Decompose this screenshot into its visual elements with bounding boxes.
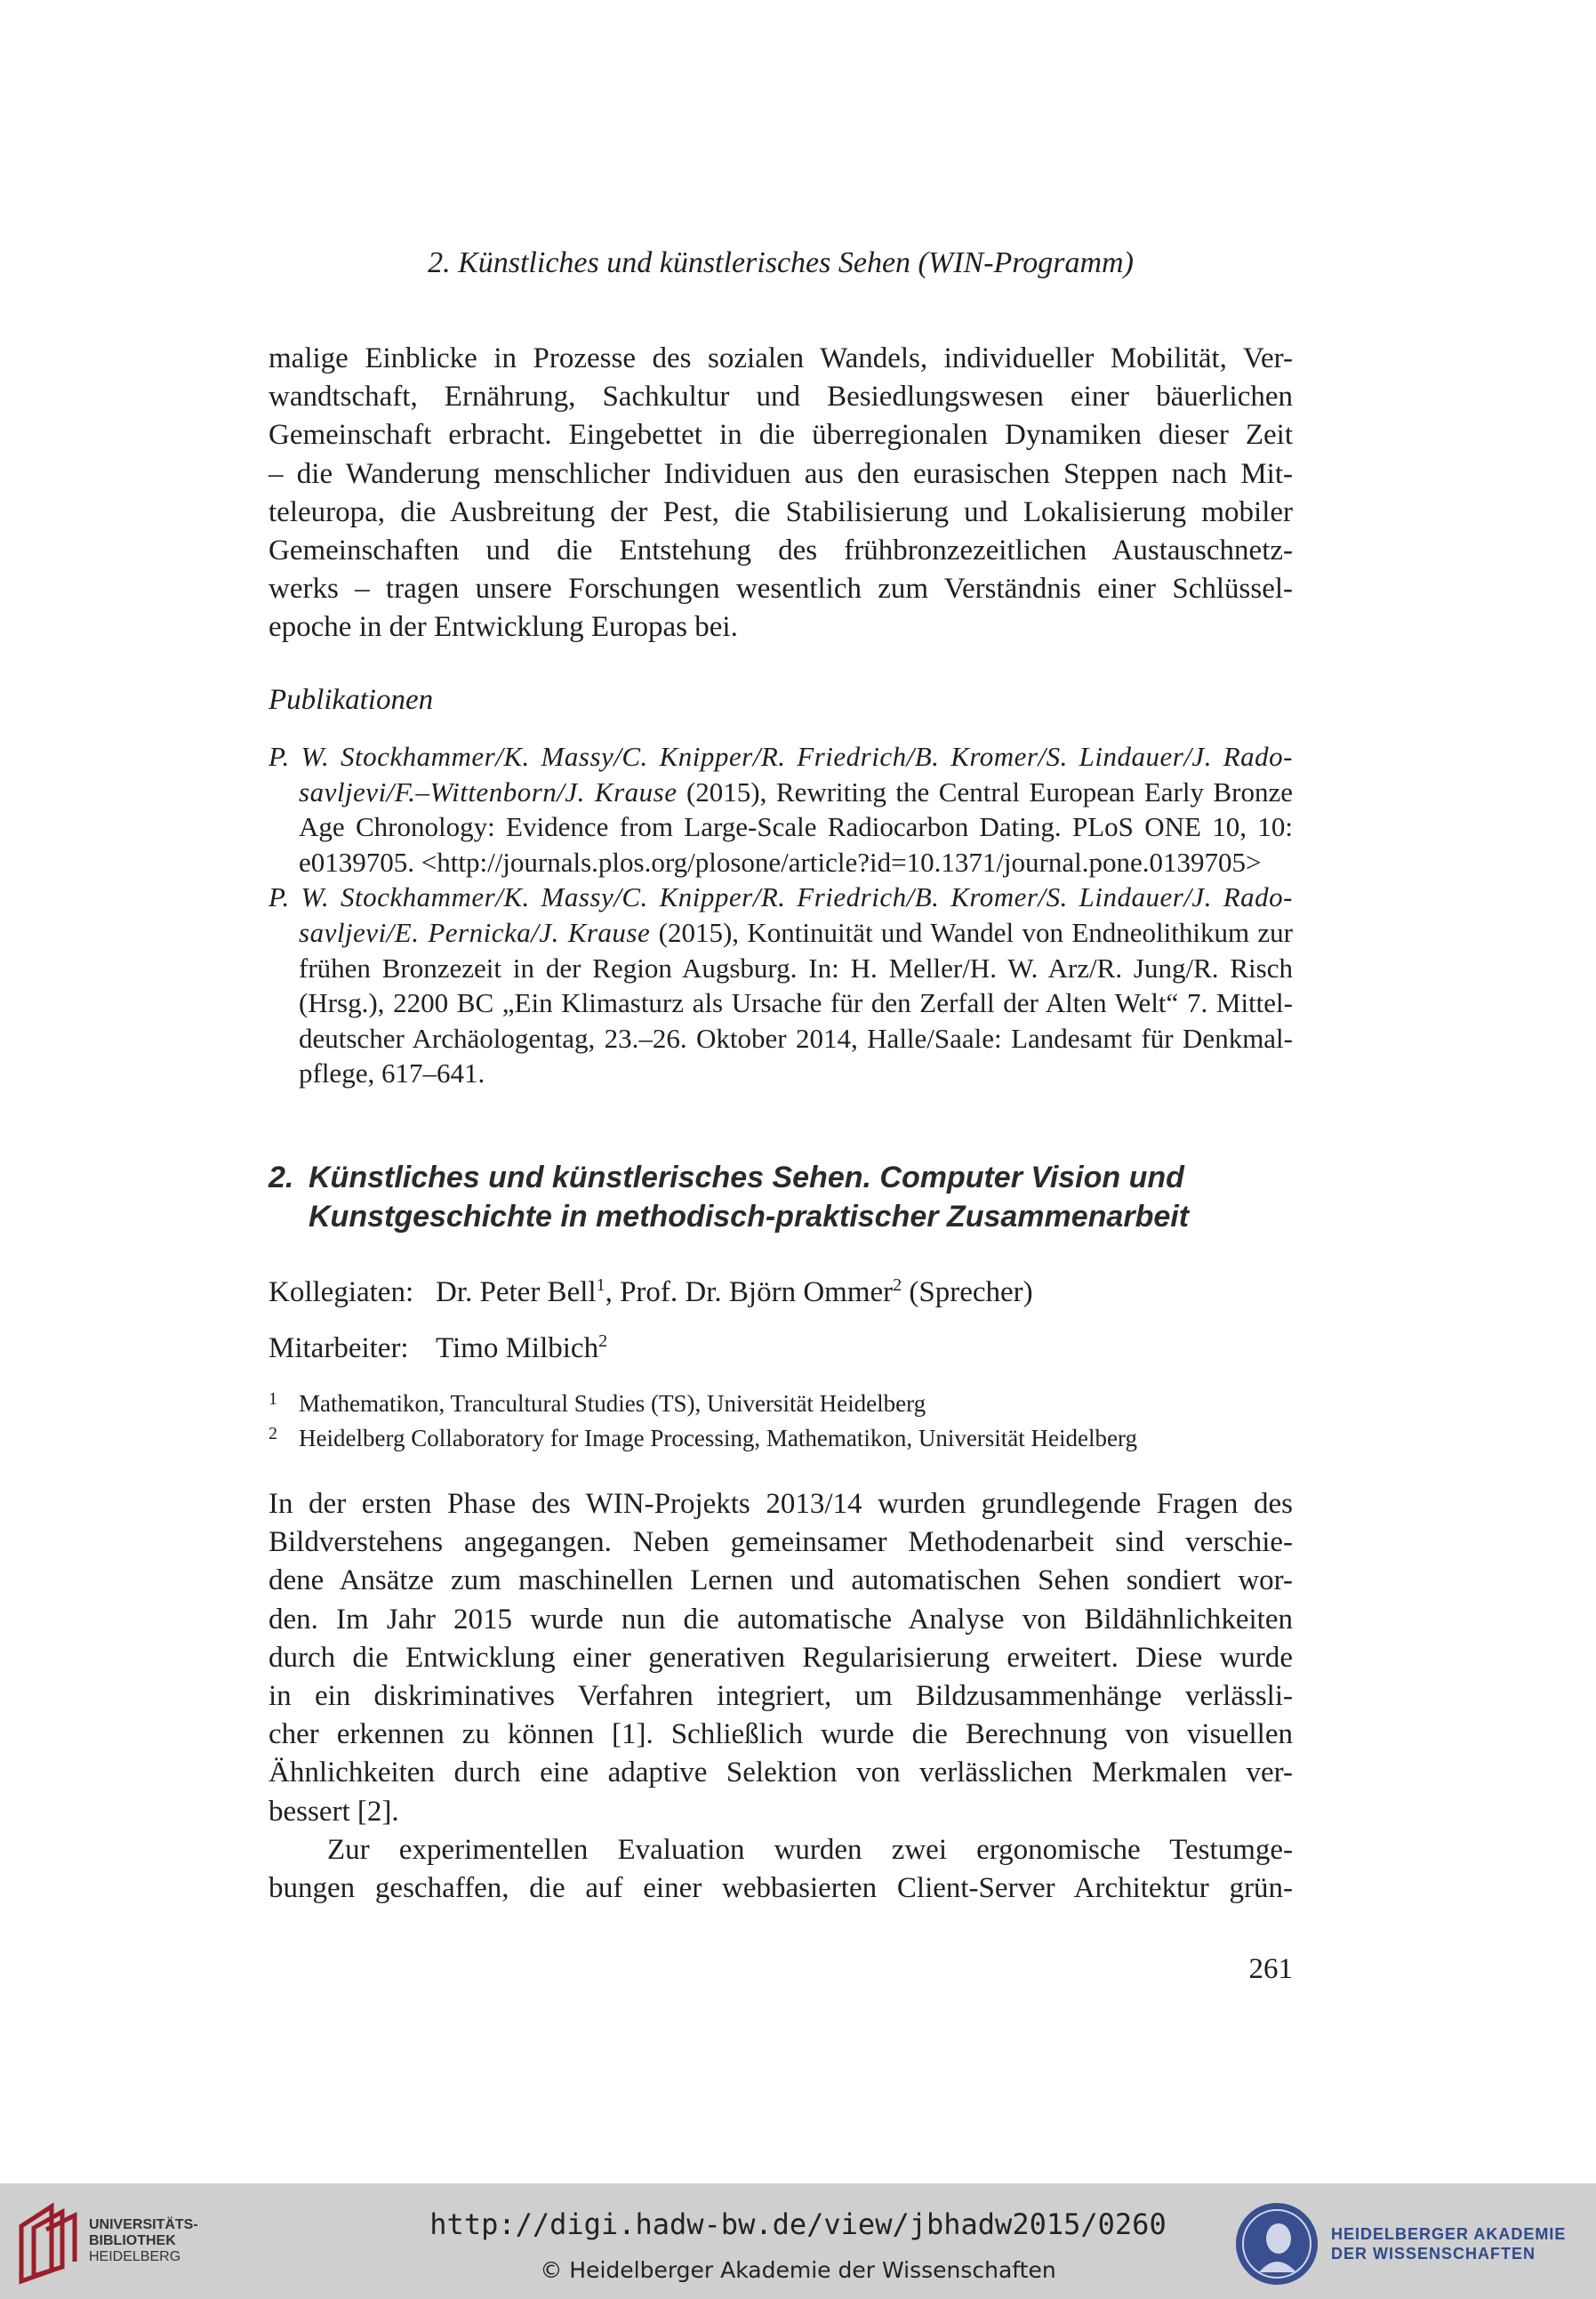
- reference-link[interactable]: e0139705. <http://journals.plos.org/plosone/article?id=10.1371/journal.pone.0139705>: [299, 846, 1262, 878]
- ub-heidelberg-logo-icon: [16, 2199, 85, 2289]
- text-line: bungen geschaffen, die auf einer webbasierten Client-Server Architektur grün-: [269, 1872, 1293, 1905]
- running-head: 2. Künstliches und künstlerisches Sehen (WIN-Programm): [428, 246, 1134, 279]
- reference-authors: savljevi/E. Pernicka/J. Krause: [299, 916, 651, 948]
- reference-entry: [269, 739, 1293, 880]
- text-line: In der ersten Phase des WIN-Projekts 2013/14 wurden grundlegende Fragen des: [269, 1488, 1293, 1520]
- text-line: Bildverstehens angegangen. Neben gemeinsamer Methodenarbeit sind verschie-: [269, 1526, 1293, 1559]
- text-line: werks – tragen unsere Forschungen wesentlich zum Verständnis einer Schlüssel-: [269, 573, 1293, 606]
- footnote-text: Mathematikon, Trancultural Studies (TS), Universität Heidelberg: [299, 1390, 926, 1417]
- text-line: Gemeinschaften und die Entstehung des frühbronzezeitlichen Austauschnetz-: [269, 535, 1293, 567]
- footnote-text: Heidelberg Collaboratory for Image Processing, Mathematikon, Universität Heidelberg: [299, 1425, 1137, 1451]
- text-line: teleuropa, die Ausbreitung der Pest, die Stabilisierung und Lokalisierung mobiler: [269, 495, 1293, 528]
- text-line: malige Einblicke in Prozesse des sozialen Wandels, individueller Mobilität, Ver-: [269, 342, 1293, 374]
- footnote: [269, 1419, 1293, 1453]
- person-name: Dr. Peter Bell: [436, 1276, 597, 1308]
- mitarbeiter-line: [269, 1329, 1293, 1368]
- ub-line: BIBLIOTHEK: [89, 2233, 176, 2248]
- text-line: frühen Bronzezeit in der Region Augsburg. In: H. Meller/H. W. Arz/R. Jung/R. Risch: [299, 952, 1293, 984]
- text-line: deutscher Archäologentag, 23.–26. Oktober 2014, Halle/Saale: Landesamt für Denkmal-: [299, 1022, 1293, 1054]
- text-line: dene Ansätze zum maschinellen Lernen und automatischen Sehen sondiert wor-: [269, 1564, 1293, 1597]
- affiliation-footnotes: [269, 1384, 1293, 1453]
- ub-heidelberg-wordmark: [89, 2217, 198, 2265]
- text-line: Zur experimentellen Evaluation wurden zwei ergonomische Testumge-: [327, 1834, 1293, 1866]
- section-heading: [269, 1158, 1293, 1236]
- text-line: bessert [2].: [269, 1795, 399, 1828]
- page-number: 261: [1248, 1953, 1293, 1985]
- footnote-mark: 2: [269, 1424, 277, 1443]
- footnote-ref: 2: [598, 1331, 608, 1351]
- reference-authors: P. W. Stockhammer/K. Massy/C. Knipper/R. Friedrich/B. Kromer/S. Lindauer/J. Rado-: [269, 741, 1293, 772]
- text-line: Age Chronology: Evidence from Large-Scale Radiocarbon Dating. PLoS ONE 10, 10:: [299, 811, 1293, 843]
- person-role: (Sprecher): [902, 1276, 1033, 1308]
- hadw-line: DER WISSENSCHAFTEN: [1331, 2245, 1536, 2263]
- text-line: – die Wanderung menschlicher Individuen aus den eurasischen Steppen nach Mit-: [269, 457, 1293, 490]
- reference-authors: P. W. Stockhammer/K. Massy/C. Knipper/R. Friedrich/B. Kromer/S. Lindauer/J. Rado-: [269, 881, 1293, 913]
- footnote-mark: 1: [269, 1389, 277, 1409]
- text-line: in ein diskriminatives Verfahren integriert, um Bildzusammenhänge verlässli-: [269, 1680, 1293, 1713]
- publications-heading: Publikationen: [269, 684, 434, 716]
- body-paragraph: [269, 1485, 1293, 1831]
- kollegiaten-line: [269, 1273, 1293, 1312]
- footnote-ref: 1: [596, 1275, 606, 1295]
- copyright-notice: © Heidelberger Akademie der Wissenschaften: [540, 2257, 1056, 2283]
- digitization-footer: [0, 2183, 1596, 2299]
- text-line: Gemeinschaft erbracht. Eingebettet in die überregionalen Dynamiken dieser Zeit: [269, 419, 1293, 452]
- text-line: Ähnlichkeiten durch eine adaptive Selektion von verlässlichen Merkmalen ver-: [269, 1756, 1293, 1789]
- ub-line: UNIVERSITÄTS-: [89, 2217, 198, 2232]
- text-line: [269, 775, 1293, 810]
- reference-list: [269, 739, 1293, 1091]
- ub-line: HEIDELBERG: [89, 2249, 181, 2264]
- hadw-line: HEIDELBERGER AKADEMIE: [1331, 2225, 1567, 2243]
- section-title-line: Künstliches und künstlerisches Sehen. Computer Vision und: [309, 1161, 1184, 1194]
- hadw-wordmark: [1331, 2224, 1566, 2263]
- person-name: , Prof. Dr. Björn Ommer: [605, 1276, 894, 1308]
- intro-paragraph: [269, 340, 1293, 647]
- section-number: 2.: [269, 1161, 294, 1194]
- text-line: epoche in der Entwicklung Europas bei.: [269, 611, 738, 644]
- text-line: den. Im Jahr 2015 wurde nun die automatische Analyse von Bildähnlichkeiten: [269, 1603, 1293, 1636]
- text-line: cher erkennen zu können [1]. Schließlich wurde die Berechnung von visuellen: [269, 1718, 1293, 1751]
- footnote: [269, 1384, 1293, 1419]
- reference-entry: [269, 880, 1293, 1091]
- text-line: durch die Entwicklung einer generativen Regularisierung erweitert. Diese wurde: [269, 1641, 1293, 1674]
- text-line: pflege, 617–641.: [299, 1057, 485, 1089]
- text-line: [269, 915, 1293, 951]
- reference-title: (2015), Rewriting the Central European Early Bronze: [677, 776, 1293, 808]
- footnote-ref: 2: [893, 1275, 902, 1295]
- text-line: wandtschaft, Ernährung, Sachkultur und Besiedlungswesen einer bäuerlichen: [269, 381, 1293, 414]
- hadw-seal-icon: [1232, 2199, 1321, 2293]
- body-paragraph: [269, 1831, 1293, 1908]
- mitarbeiter-label: Mitarbeiter:: [269, 1332, 409, 1364]
- reference-authors: savljevi/F.–Wittenborn/J. Krause: [299, 776, 678, 808]
- reference-title: (2015), Kontinuität und Wandel von Endneolithikum zur: [650, 916, 1294, 948]
- person-name: Timo Milbich: [436, 1332, 599, 1364]
- section-title-line: Kunstgeschichte in methodisch-praktischer Zusammenarbeit: [309, 1200, 1190, 1234]
- kollegiaten-label: Kollegiaten:: [269, 1276, 414, 1308]
- text-line: (Hrsg.), 2200 BC „Ein Klimasturz als Ursache für den Zerfall der Alten Welt“ 7. Mittel-: [299, 987, 1293, 1019]
- permalink-url[interactable]: http://digi.hadw-bw.de/view/jbhadw2015/0260: [429, 2207, 1167, 2241]
